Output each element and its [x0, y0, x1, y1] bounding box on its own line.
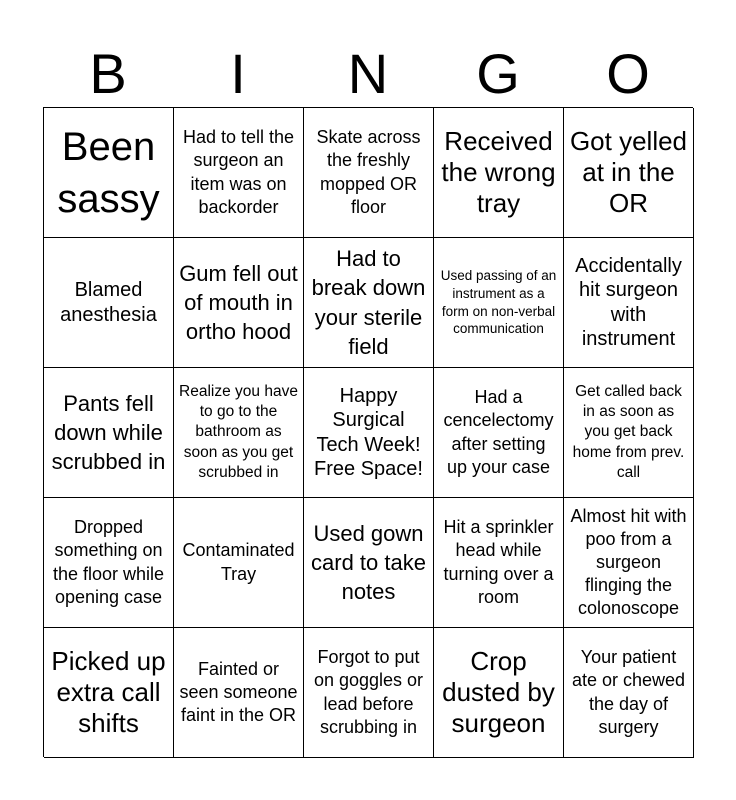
cell-text: Used gown card to take notes [311, 520, 426, 605]
bingo-cell[interactable] [434, 108, 564, 238]
bingo-cell[interactable] [304, 238, 434, 368]
bingo-header [43, 40, 693, 108]
cell-text: Accidentally hit surgeon with instrument [575, 254, 682, 350]
bingo-cell[interactable] [44, 498, 174, 628]
cell-text: Had a cencelectomy after setting up your case [443, 387, 554, 477]
free-space-cell[interactable] [304, 368, 434, 498]
cell-text: Crop dusted by surgeon [442, 645, 555, 739]
bingo-cell[interactable] [174, 108, 304, 238]
cell-text: Dropped something on the floor while opening case [52, 517, 165, 607]
cell-text: Had to tell the surgeon an item was on backorder [182, 127, 295, 217]
bingo-cell[interactable] [304, 628, 434, 758]
cell-text: Your patient ate or chewed the day of surgery [571, 647, 686, 737]
bingo-cell[interactable] [564, 498, 694, 628]
header-letter-n: N [347, 42, 389, 105]
bingo-cell[interactable] [304, 498, 434, 628]
cell-text: Get called back in as soon as you get back home from prev. call [572, 383, 685, 481]
bingo-cell[interactable] [44, 108, 174, 238]
bingo-cell[interactable] [564, 368, 694, 498]
bingo-cell[interactable] [564, 238, 694, 368]
cell-text: Skate across the freshly mopped OR floor [316, 127, 421, 217]
header-letter-i: I [230, 42, 246, 105]
bingo-board [43, 107, 693, 757]
bingo-cell[interactable] [44, 368, 174, 498]
cell-text: Fainted or seen someone faint in the OR [179, 658, 298, 726]
bingo-cell[interactable] [304, 108, 434, 238]
cell-text: Realize you have to go to the bathroom as soon as you get scrubbed in [179, 383, 298, 481]
header-letter-b: B [89, 42, 127, 105]
cell-text: Picked up extra call shifts [51, 645, 166, 739]
header-letter-o: O [606, 42, 650, 105]
bingo-cell[interactable] [564, 628, 694, 758]
cell-text: Received the wrong tray [441, 125, 556, 219]
cell-text: Contaminated Tray [182, 540, 295, 584]
bingo-cell[interactable] [434, 498, 564, 628]
cell-text: Forgot to put on goggles or lead before scrubbing in [313, 647, 424, 737]
bingo-cell[interactable] [434, 238, 564, 368]
bingo-cell[interactable] [174, 628, 304, 758]
header-letter-g: G [476, 42, 520, 105]
bingo-cell[interactable] [44, 628, 174, 758]
cell-text: Pants fell down while scrubbed in [51, 390, 166, 475]
bingo-cell[interactable] [174, 498, 304, 628]
cell-text: Been sassy [57, 124, 160, 221]
cell-text: Gum fell out of mouth in ortho hood [179, 260, 298, 345]
cell-text: Hit a sprinkler head while turning over a room [443, 517, 554, 607]
bingo-cell[interactable] [44, 238, 174, 368]
cell-text: Used passing of an instrument as a form on non-verbal communication [440, 268, 557, 337]
bingo-cell[interactable] [434, 368, 564, 498]
bingo-cell[interactable] [174, 238, 304, 368]
cell-text: Got yelled at in the OR [569, 125, 688, 219]
cell-text: Almost hit with poo from a surgeon flinging the colonoscope [570, 505, 687, 619]
bingo-cell[interactable] [174, 368, 304, 498]
cell-text: Blamed anesthesia [60, 279, 157, 326]
bingo-cell[interactable] [564, 108, 694, 238]
bingo-cell[interactable] [434, 628, 564, 758]
cell-text: Happy Surgical Tech Week! Free Space! [314, 384, 423, 480]
cell-text: Had to break down your sterile field [311, 246, 426, 359]
